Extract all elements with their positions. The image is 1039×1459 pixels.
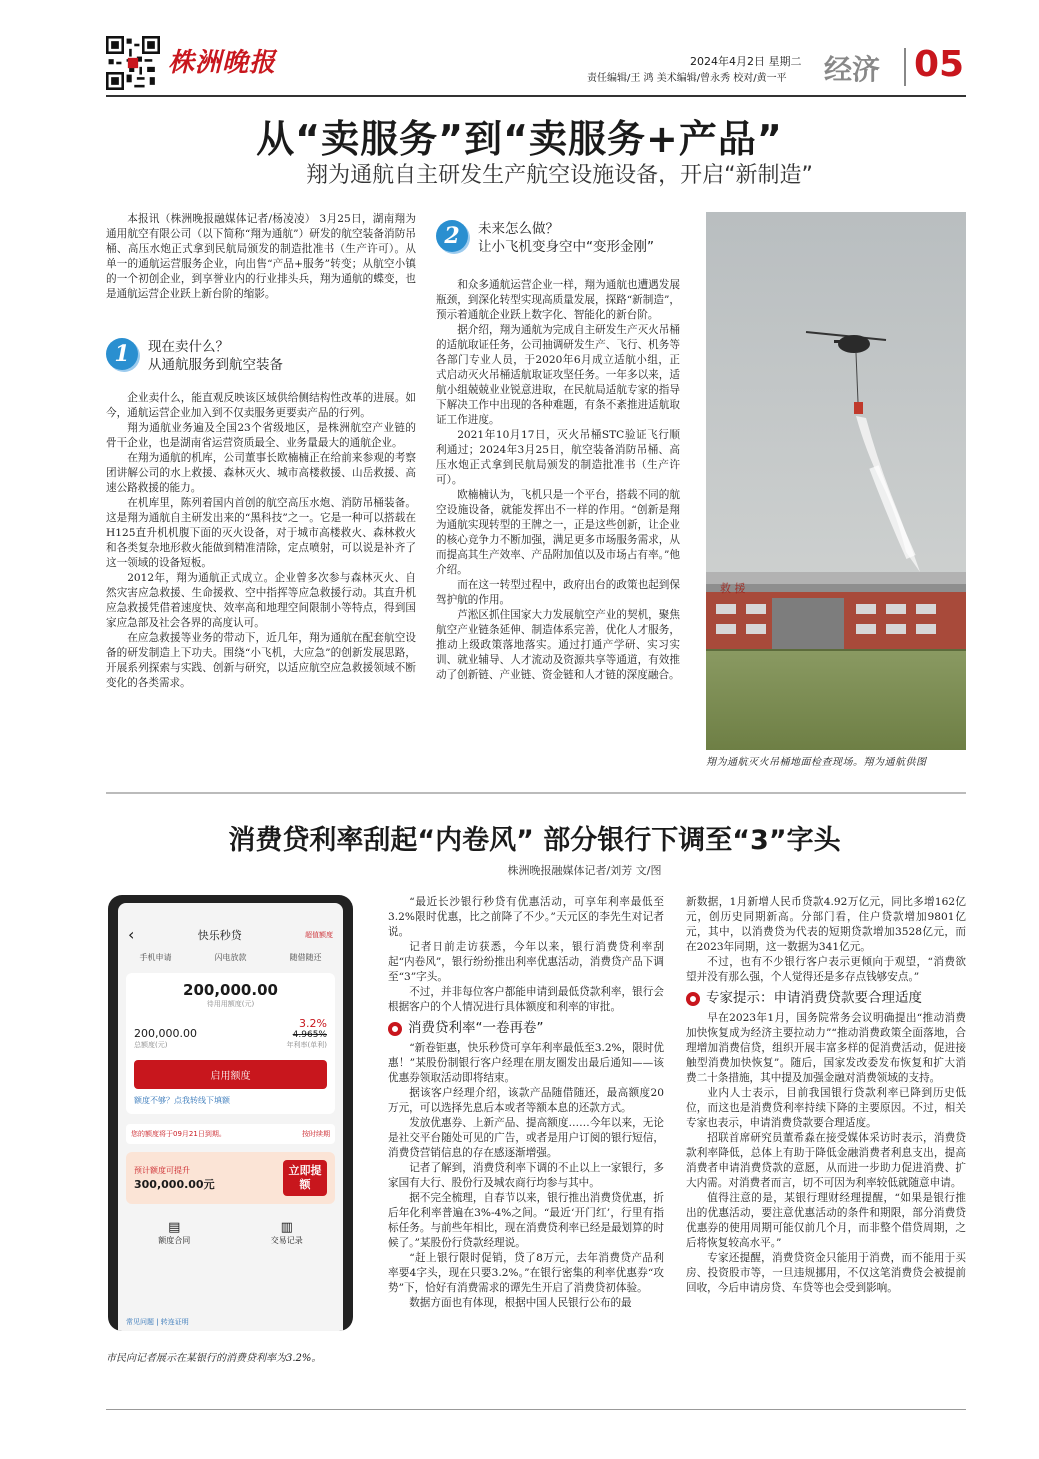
contract-label: 额度合同 xyxy=(158,1236,191,1245)
newspaper-masthead: 株洲晚报 xyxy=(168,48,277,78)
section1-title-answer: 从通航服务到航空装备 xyxy=(148,357,283,373)
qr-code-icon xyxy=(106,36,160,90)
paragraph: 2012年，翔为通航正式成立。企业曾多次参与森林灭火、自然灾害应急救援、生命援救、空中指挥等应急救援行动。其直升机应急救援凭借着速度快、效率高和地理空间限制小等特点，得到国家应急部及社会各界的高度认可。 xyxy=(106,572,416,629)
apply-limit-button[interactable]: 启用额度 xyxy=(134,1060,327,1089)
paragraph: 在机库里，陈列着国内首创的航空高压水炮、消防吊桶装备。这是翔为通航自主研发出来的“黑科技”之一。它是一种可以搭载在H125直升机机腹下面的灭火设备，对于城市高楼救火、森林救火和各类复杂地形救火能做到精准清除，定点喷射，可以说是补齐了这一领域的设备短板。 xyxy=(106,497,416,569)
paragraph: “最近长沙银行秒贷有优惠活动，可享年利率最低至3.2%限时优惠，比之前降了不少。”天元区的李先生对记者说。 xyxy=(388,896,664,938)
helicopter-photo-caption: 翔为通航灭火吊桶地面检查现场。翔为通航供图 xyxy=(706,757,927,768)
paragraph: 新数据，1月新增人民币贷款4.92万亿元，同比多增162亿元，创历史同期新高。分部门看，住户贷款增加9801亿元，其中，以消费贷为代表的短期贷款增加3528亿元，而在2023年同期，这一数据为341亿元。 xyxy=(686,896,966,953)
paragraph: 据介绍，翔为通航为完成自主研发生产灭火吊桶的适航取证任务，公司抽调研发生产、飞行、机务等各部门专业人员，于2020年6月成立适航小组，正式启动灭火吊桶适航取证攻坚任务。一年多以来，适航小组兢兢业业锐意进取，在民航局适航专家的指导下解决工作中出现的各种难题，有条不紊推进适航取证工作进度。 xyxy=(436,324,680,426)
section2-heading xyxy=(436,220,654,256)
paragraph: 和众多通航运营企业一样，翔为通航也遭遇发展瓶颈，到深化转型实现高质量发展，探路“新制造”，预示着通航企业跃上数字化、智能化的新台阶。 xyxy=(436,279,680,321)
expiry-bar xyxy=(126,1124,335,1144)
paragraph: “新卷钜惠，快乐秒贷可享年利率最低至3.2%，限时优惠！”某股份制银行客户经理在朋友圈发出最后通知——该优惠券领取活动即将结束。 xyxy=(388,1042,664,1084)
header-divider xyxy=(904,48,906,86)
paragraph: 欧楠楠认为，飞机只是一个平台，搭载不同的航空设施设备，就能发挥出不一样的作用。“创新是翔为通航实现转型的王牌之一，正是这些创新，让企业的核心竞争力不断加强，满足更多市场服务需求，从而提高其生产效率、产品附加值以及市场占有率。”他介绍。 xyxy=(436,489,680,576)
bottom-links[interactable]: 常见问题 | 转连证明 xyxy=(126,1318,189,1326)
subheading-expert xyxy=(686,991,966,1006)
subheading-text: 专家提示：申请消费贷款要合理适度 xyxy=(706,990,922,1006)
expiry-notice: 您的额度将于09月21日到期。 xyxy=(131,1130,226,1138)
section2-title-answer: 让小飞机变身空中“变形金刚” xyxy=(478,239,654,255)
records-menu-item[interactable] xyxy=(271,1220,303,1246)
lead-paragraph: 本报讯（株洲晚报融媒体记者/杨凌凌） 3月25日，湖南翔为通用航空有限公司（以下简称“翔为通航”）研发的航空装备消防吊桶、高压水炮正式拿到民航局颁发的制造批准书（生产许可）。从单一的通航运营服务企业，向出售“产品+服务”转变；从航空小镇的一个初创企业，到享誉业内的行业排头兵，翔为通航的蝶变，也是通航运营企业跃上新台阶的缩影。 xyxy=(106,213,416,300)
helicopter-scene-illustration xyxy=(706,212,966,750)
article2-column1 xyxy=(388,895,664,1311)
article2-byline: 株洲晚报融媒体记者/刘芳 文/图 xyxy=(507,864,662,877)
rate-label: 年利率(单利) xyxy=(286,1041,327,1049)
rate-new: 3.2% xyxy=(299,1017,327,1030)
paragraph: 在翔为通航的机库，公司董事长欧楠楠正在给前来参观的考察团讲解公司的水上救援、森林灭火、城市高楼救援、山岳救援、高速公路救援的能力。 xyxy=(106,452,416,494)
issue-date: 2024年4月2日 星期二 xyxy=(690,55,802,68)
phone-photo-caption: 市民向记者展示在某银行的消费贷利率为3.2%。 xyxy=(106,1353,322,1364)
editors-credit: 责任编辑/王 鸿 美术编辑/曾永秀 校对/黄一平 xyxy=(587,73,787,84)
paragraph: 值得注意的是，某银行理财经理提醒，“如果是银行推出的优惠活动，要注意优惠活动的条件和期限，部分消费贷优惠券的使用周期可能仅前几个月，而非整个借贷周期，之后将恢复较高水平。” xyxy=(686,1192,966,1249)
available-amount-label: 待用用额度(元) xyxy=(206,1000,255,1008)
limit-increase-link[interactable]: 额度不够？点我转线下填额 xyxy=(134,1096,230,1105)
footer-rule xyxy=(106,1409,966,1410)
paragraph: 不过，也有不少银行客户表示更倾向于观望，“消费欲望并没有那么强，个人觉得还是多存点钱够安点。” xyxy=(686,956,966,983)
building-sign: 救 援 xyxy=(720,582,746,595)
article2-column2 xyxy=(686,895,966,1296)
paragraph: “赶上银行限时促销，贷了8万元，去年消费贷产品利率要4字头，现在只要3.2%。”在银行密集的利率优惠券“攻势”下，恰好有消费需求的谭先生开启了消费贷初体验。 xyxy=(388,1252,664,1294)
promo-label: 预计额度可提升 xyxy=(134,1165,190,1175)
phone-photo xyxy=(108,895,353,1331)
ring-bullet-icon xyxy=(388,1022,402,1036)
paragraph: 数据方面也有体现，根据中国人民银行公布的最 xyxy=(409,1297,632,1309)
document-icon: ▤ xyxy=(168,1220,181,1235)
corner-badge[interactable]: 超值额度 xyxy=(305,930,333,939)
section1-heading xyxy=(106,338,283,374)
article1-column2 xyxy=(436,278,680,683)
tab-apply[interactable]: 手机申请 xyxy=(139,953,172,962)
rate-old: 4.965% xyxy=(292,1030,327,1040)
article1-headline: 从“卖服务”到“卖服务+产品” xyxy=(256,117,783,161)
section1-title-question: 现在卖什么？ xyxy=(148,339,229,355)
raise-limit-button[interactable]: 立即提额 xyxy=(283,1160,327,1196)
records-icon: ▥ xyxy=(280,1220,293,1235)
article2-headline: 消费贷利率刮起“内卷风” 部分银行下调至“3”字头 xyxy=(228,825,841,856)
subheading-text: 消费贷利率“一卷再卷” xyxy=(408,1020,544,1036)
loan-card xyxy=(126,973,335,1114)
back-chevron-icon[interactable]: ‹ xyxy=(128,925,135,944)
section2-number-badge: 2 xyxy=(436,220,468,252)
paragraph: 业内人士表示，目前我国银行贷款利率已降到历史低位，而这也是消费贷利率持续下降的主要原因。不过，相关专家也表示，申请消费贷款要合理适度。 xyxy=(686,1087,966,1129)
tab-repay[interactable]: 随借随还 xyxy=(289,953,322,962)
renew-button[interactable]: 按时续期 xyxy=(302,1130,330,1138)
promo-banner xyxy=(126,1152,335,1204)
paragraph: 而在这一转型过程中，政府出台的政策也起到保驾护航的作用。 xyxy=(436,579,680,606)
contract-menu-item[interactable] xyxy=(158,1220,190,1246)
paragraph: 翔为通航业务遍及全国23个省级地区，是株洲航空产业链的骨干企业，也是湖南省运营资质最全、业务量最大的通航企业。 xyxy=(106,422,416,449)
paragraph: 据不完全梳理，自春节以来，银行推出消费贷优惠，折后年化利率普遍在3%-4%之间。“最近‘开门红’，行里有指标任务。与前些年相比，现在消费贷利率已经是最划算的时候了。”某股份行贷款经理说。 xyxy=(388,1192,664,1249)
total-limit-label: 总额度(元) xyxy=(134,1041,168,1049)
section-name: 经济 xyxy=(824,53,881,86)
section1-number-badge: 1 xyxy=(106,338,138,370)
paragraph: 早在2023年1月，国务院常务会议明确提出“推动消费加快恢复成为经济主要拉动力”“推动消费政策全面落地，合理增加消费信贷，组织开展丰富多样的促消费活动，促进接触型消费加快恢复”。随后，国家发改委发布恢复和扩大消费二十条措施，其中提及加强金融对消费领域的支持。 xyxy=(686,1012,966,1084)
records-label: 交易记录 xyxy=(270,1236,303,1245)
paragraph: 发放优惠券、上新产品、提高额度……今年以来，无论是社交平台随处可见的广告，或者是用户订阅的银行短信，消费贷营销信息的存在感逐渐增强。 xyxy=(388,1117,664,1159)
tab-fast-loan[interactable]: 闪电放款 xyxy=(214,953,247,962)
paragraph: 据该客户经理介绍，该款产品随借随还，最高额度20万元，可以选择先息后本或者等额本息的还款方式。 xyxy=(388,1087,664,1114)
article1-column1 xyxy=(106,391,416,691)
header-rule xyxy=(106,95,966,97)
paragraph: 2021年10月17日，灭火吊桶STC验证飞行顺利通过；2024年3月25日，航空装备消防吊桶、高压水炮正式拿到民航局颁发的制造批准书（生产许可）。 xyxy=(436,429,680,486)
paragraph: 记者了解到，消费贷利率下调的不止以上一家银行，多家国有大行、股份行及城农商行均参与其中。 xyxy=(388,1162,664,1189)
page-number: 05 xyxy=(914,44,965,85)
total-limit-value: 200,000.00 xyxy=(134,1027,197,1040)
subheading-rates xyxy=(388,1021,664,1036)
article1-subheadline: 翔为通航自主研发生产航空设施设备，开启“新制造” xyxy=(306,163,813,188)
section2-title-question: 未来怎么做？ xyxy=(478,221,559,237)
paragraph: 记者日前走访获悉，今年以来，银行消费贷利率刮起“内卷风”，银行纷纷推出利率优惠活动，消费贷产品下调至“3”字头。 xyxy=(388,941,664,983)
ring-bullet-icon xyxy=(686,992,700,1006)
available-amount: 200,000.00 xyxy=(183,981,278,999)
app-title: 快乐秒贷 xyxy=(197,928,242,942)
article-divider xyxy=(106,792,966,794)
article1-lead xyxy=(106,212,416,302)
paragraph: 专家还提醒，消费贷资金只能用于消费，而不能用于买房、投资股市等，一旦违规挪用，不仅这笔消费贷会被提前回收，今后申请房贷、车贷等也会受到影响。 xyxy=(686,1252,966,1294)
paragraph: 企业卖什么，能直观反映该区域供给侧结构性改革的进展。如今，通航运营企业加入到不仅卖服务更要卖产品的行列。 xyxy=(106,392,416,419)
paragraph: 芦淞区抓住国家大力发展航空产业的契机，聚焦航空产业链条延伸、制造体系完善，优化人才服务，推动上级政策落地落实。通过打通产学研、实习实训、就业辅导、人才流动及资源共享等通道，有效推动了创新链、产业链、资金链和人才链的深度融合。 xyxy=(436,609,680,681)
paragraph: 招联首席研究员董希淼在接受媒体采访时表示，消费贷款利率降低，总体上有助于降低金融消费者利息支出，提高消费者申请消费贷款的意愿，从而进一步助力促进消费、扩大内需。对消费者而言，切不可因为利率较低就随意申请。 xyxy=(686,1132,966,1189)
paragraph: 不过，并非每位客户都能申请到最低贷款利率，银行会根据客户的个人情况进行具体额度和利率的审批。 xyxy=(388,986,664,1013)
phone-screen xyxy=(118,903,343,1331)
promo-amount: 300,000.00元 xyxy=(134,1177,215,1191)
paragraph: 在应急救援等业务的带动下，近几年，翔为通航在配套航空设备的研发制造上下功夫。围绕“小飞机，大应急”的创新发展思路，开展系列探索与实践、创新与研究，以适应航空应急救援领域不断变化的各类需求。 xyxy=(106,632,416,689)
helicopter-photo xyxy=(706,212,966,750)
